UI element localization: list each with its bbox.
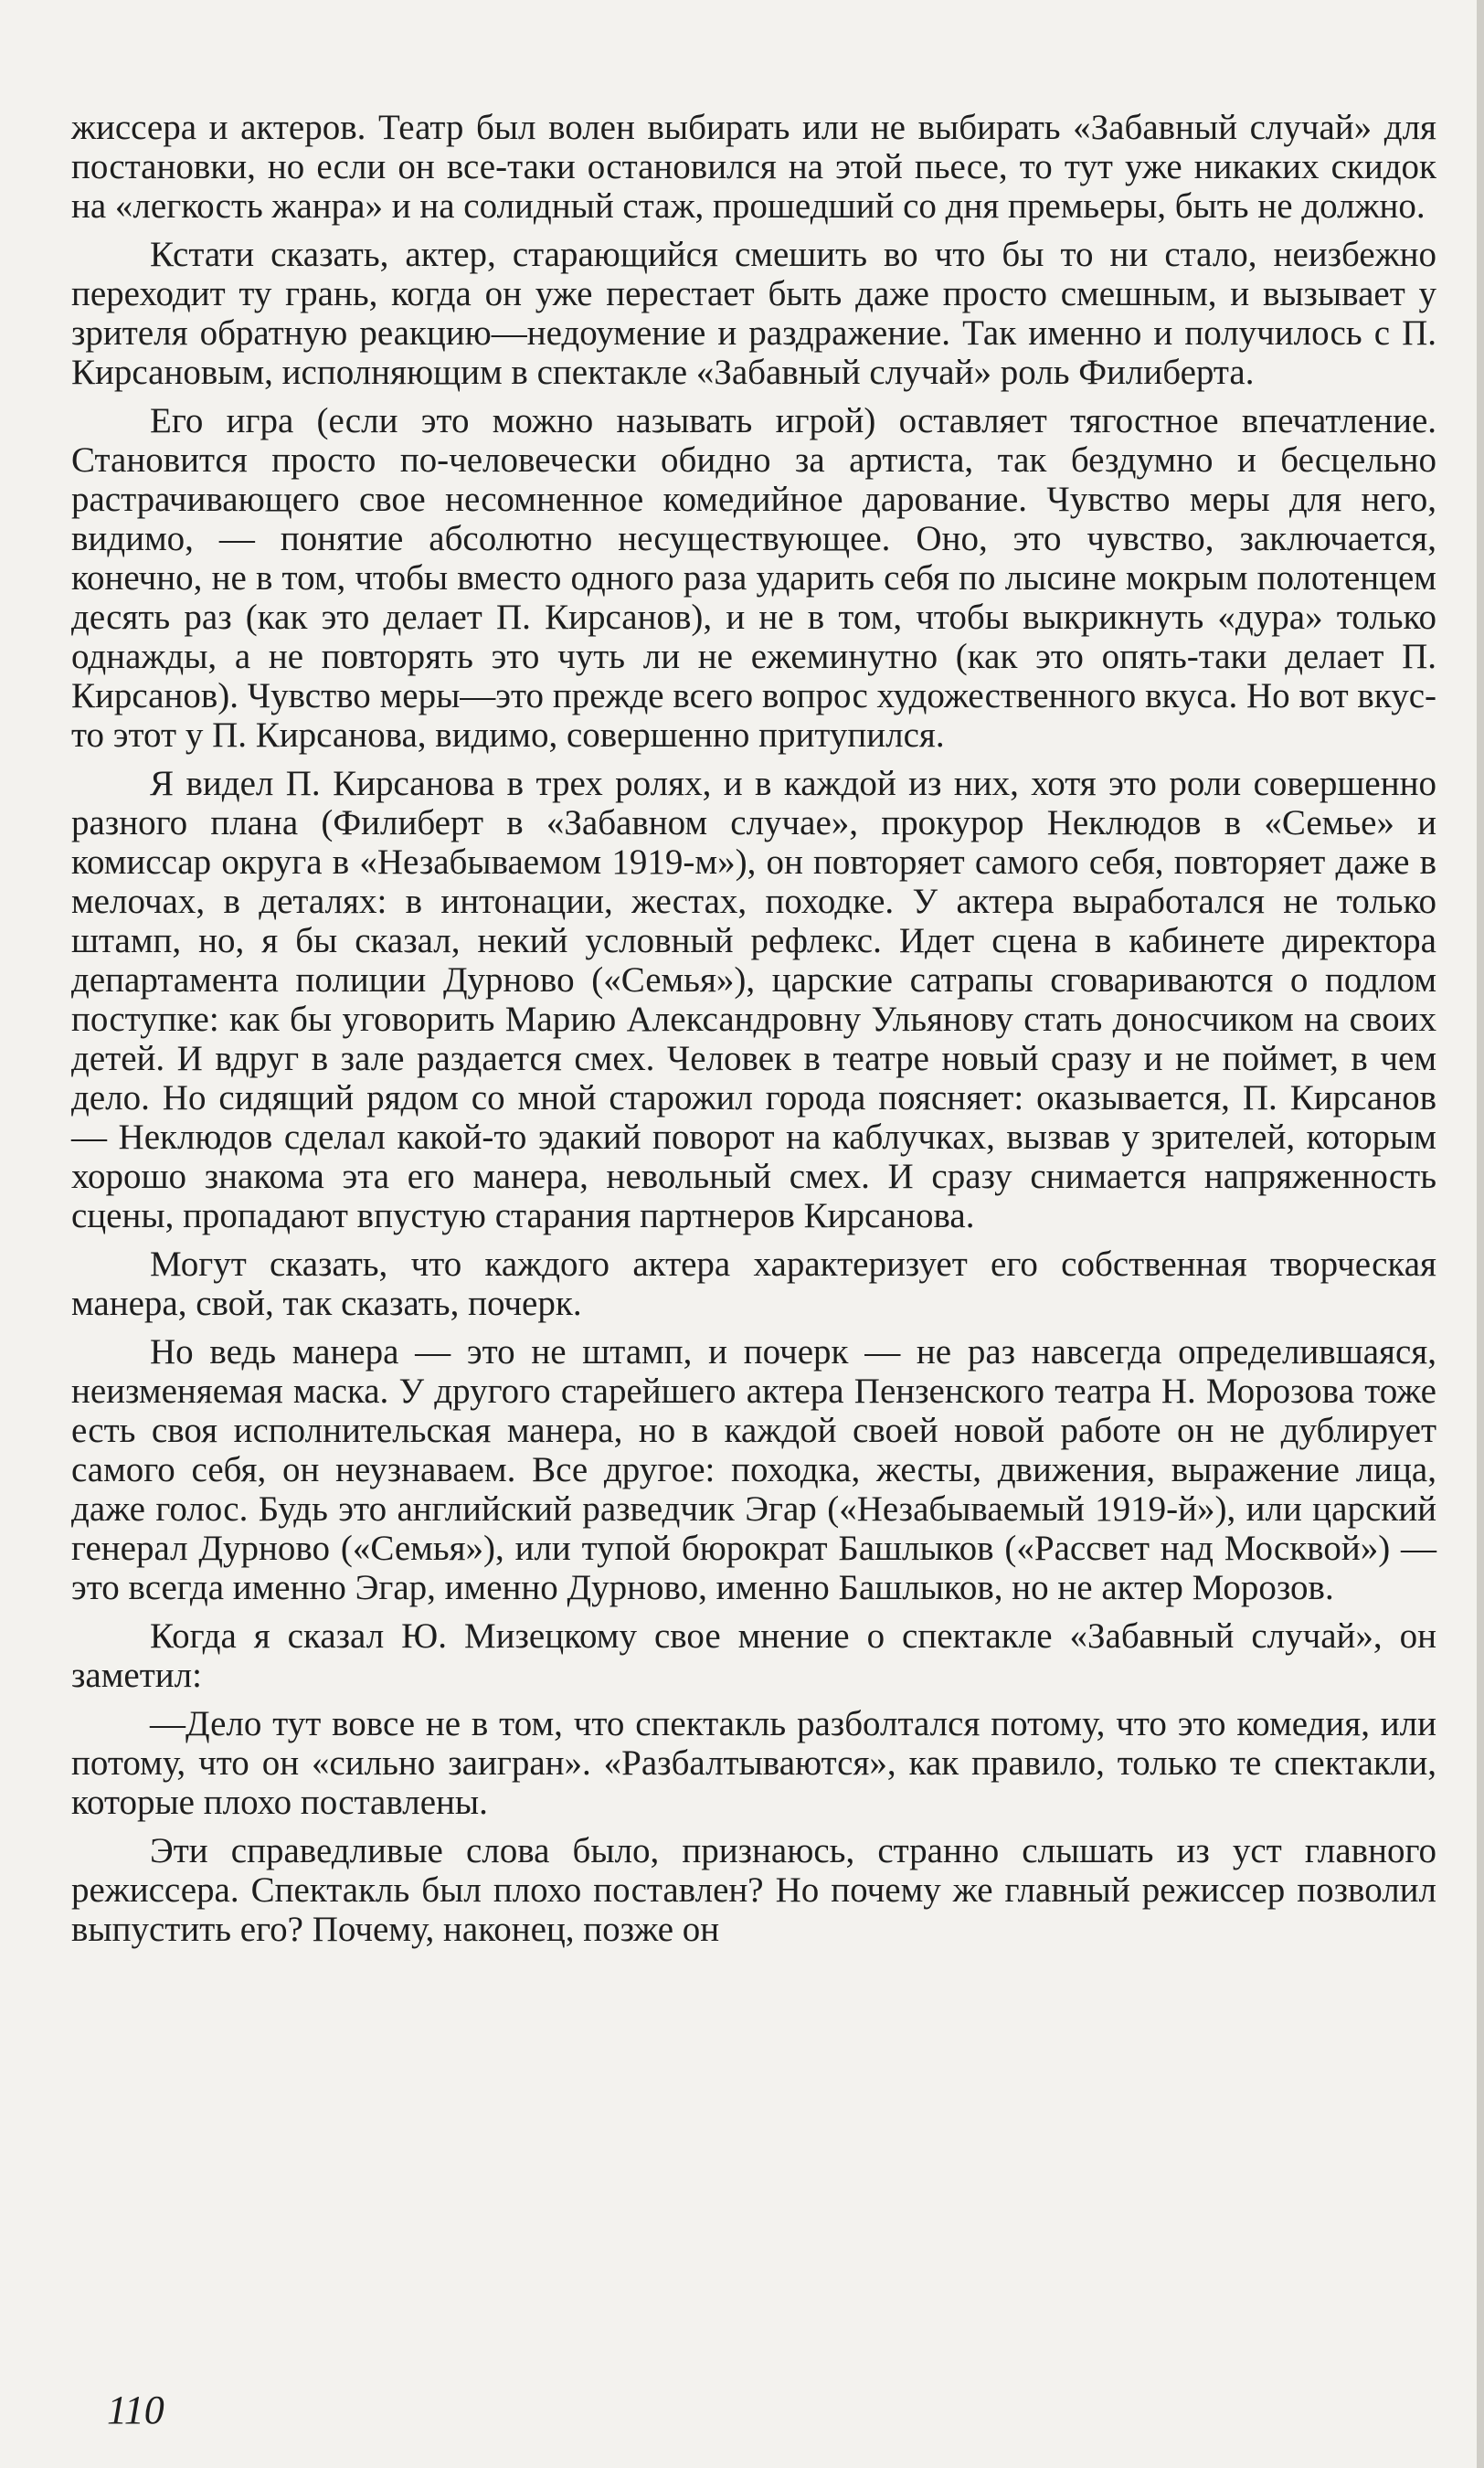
- paragraph-4: Я видел П. Кирсанова в трех ролях, и в каждой из них, хотя это роли совершенно разного плана (Филиберт в «Забавном случае», прокурор Неклюдов в «Семье» и комиссар округа в «Незабываемом 1919-м»), он повторяет самого себя, повторяет даже в мелочах, в деталях: в интонации, жестах, походке. У актера выработался не только штамп, но, я бы сказал, некий условный рефлекс. Идет сцена в кабинете директора департамента полиции Дурново («Семья»), царские сатрапы сговариваются о подлом поступке: как бы уговорить Марию Александровну Ульянову стать доносчиком на своих детей. И вдруг в зале раздается смех. Человек в театре новый сразу и не поймет, в чем дело. Но сидящий рядом со мной старожил города поясняет: оказывается, П. Кирсанов — Неклюдов сделал какой-то эдакий поворот на каблучках, вызвав у зрителей, которым хорошо знакома эта его манера, невольный смех. И сразу снимается напряженность сцены, пропадают впустую старания партнеров Кирсанова.: [71, 764, 1436, 1235]
- paragraph-8: —Дело тут вовсе не в том, что спектакль разболтался потому, что это комедия, или потому, что он «сильно заигран». «Разбалтываются», как правило, только те спектакли, которые плохо поставлены.: [71, 1704, 1436, 1822]
- paragraph-7: Когда я сказал Ю. Мизецкому свое мнение о спектакле «Забавный случай», он заметил:: [71, 1616, 1436, 1695]
- paragraph-5: Могут сказать, что каждого актера характеризует его собственная творческая манера, свой, так сказать, почерк.: [71, 1245, 1436, 1323]
- paragraph-2: Кстати сказать, актер, старающийся смешить во что бы то ни стало, неизбежно переходит ту грань, когда он уже перестает быть даже просто смешным, и вызывает у зрителя обратную реакцию—недоумение и раздражение. Так именно и получилось с П. Кирсановым, исполняющим в спектакле «Забавный случай» роль Филиберта.: [71, 235, 1436, 392]
- article-body: [71, 108, 1436, 1958]
- paragraph-9: Эти справедливые слова было, признаюсь, странно слышать из уст главного режиссера. Спектакль был плохо поставлен? Но почему же главный режиссер позволил выпустить его? Почему, наконец, позже он: [71, 1831, 1436, 1949]
- paragraph-3: Его игра (если это можно называть игрой) оставляет тягостное впечатление. Становится просто по-человечески обидно за артиста, так бездумно и бесцельно растрачивающего свое несомненное комедийное дарование. Чувство меры для него, видимо, — понятие абсолютно несуществующее. Оно, это чувство, заключается, конечно, не в том, чтобы вместо одного раза ударить себя по лысине мокрым полотенцем десять раз (как это делает П. Кирсанов), и не в том, чтобы выкрикнуть «дура» только однажды, а не повторять это чуть ли не ежеминутно (как это опять-таки делает П. Кирсанов). Чувство меры—это прежде всего вопрос художественного вкуса. Но вот вкус-то этот у П. Кирсанова, видимо, совершенно притупился.: [71, 401, 1436, 755]
- paragraph-6: Но ведь манера — это не штамп, и почерк — не раз навсегда определившаяся, неизменяемая маска. У другого старейшего актера Пензенского театра Н. Морозова тоже есть своя исполнительская манера, но в каждой своей новой работе он не дублирует самого себя, он неузнаваем. Все другое: походка, жесты, движения, выражение лица, даже голос. Будь это английский разведчик Эгар («Незабываемый 1919-й»), или царский генерал Дурново («Семья»), или тупой бюрократ Башлыков («Рассвет над Москвой») — это всегда именно Эгар, именно Дурново, именно Башлыков, но не актер Морозов.: [71, 1332, 1436, 1607]
- paragraph-1: жиссера и актеров. Театр был волен выбирать или не выбирать «Забавный случай» для постановки, но если он все-таки остановился на этой пьесе, то тут уже никаких скидок на «легкость жанра» и на солидный стаж, прошедший со дня премьеры, быть не должно.: [71, 108, 1436, 226]
- page-edge-shadow: [1477, 0, 1484, 2468]
- page-number: 110: [107, 2388, 164, 2432]
